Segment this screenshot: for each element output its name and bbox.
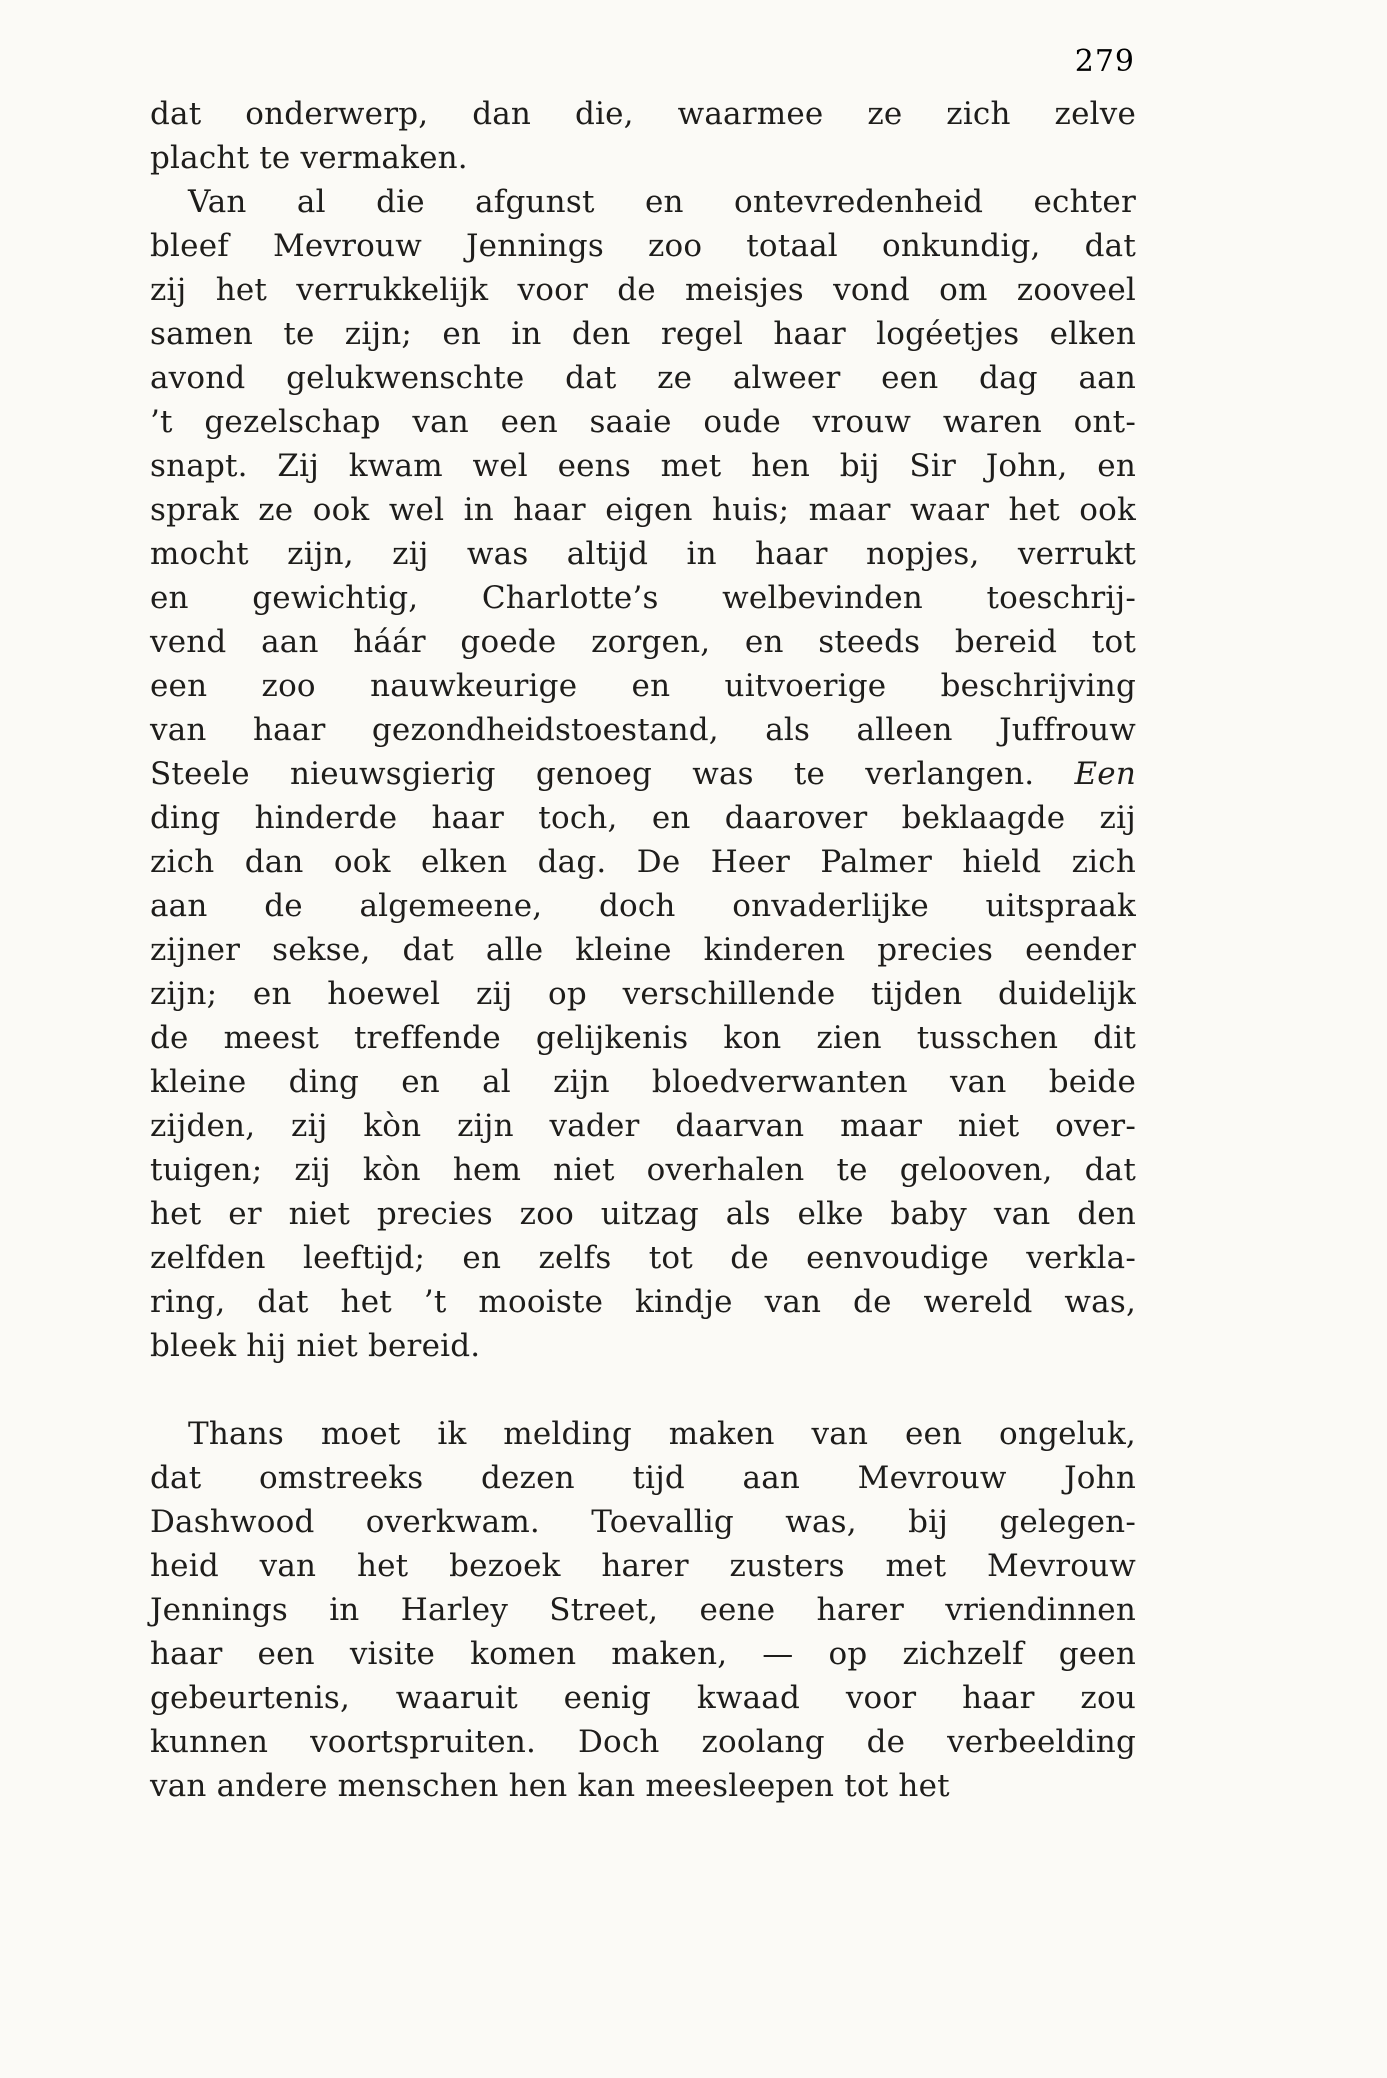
text-segment: ding hinderde haar toch, en daarover beklaagde zij xyxy=(150,800,1136,836)
text-segment: vend aan háár goede zorgen, en steeds bereid tot xyxy=(150,624,1136,660)
paragraph xyxy=(150,180,1136,1368)
text-line xyxy=(150,400,1136,444)
text-segment: van andere menschen hen kan meesleepen tot het xyxy=(150,1768,950,1804)
text-segment: haar een visite komen maken, — op zichzelf geen xyxy=(150,1636,1136,1672)
text-line xyxy=(150,708,1136,752)
text-line xyxy=(150,576,1136,620)
text-segment: gebeurtenis, waaruit eenig kwaad voor haar zou xyxy=(150,1680,1136,1716)
text-line xyxy=(150,488,1136,532)
text-segment: sprak ze ook wel in haar eigen huis; maar waar het ook xyxy=(150,492,1136,528)
text-line xyxy=(150,356,1136,400)
text-line xyxy=(150,1280,1136,1324)
text-line xyxy=(150,1544,1136,1588)
text-line xyxy=(150,1324,1136,1368)
text-segment: dat onderwerp, dan die, waarmee ze zich zelve xyxy=(150,96,1136,132)
text-segment: placht te vermaken. xyxy=(150,140,468,176)
text-segment: een zoo nauwkeurige en uitvoerige beschrijving xyxy=(150,668,1136,704)
text-line xyxy=(150,1060,1136,1104)
text-line xyxy=(150,928,1136,972)
text-segment: Thans moet ik melding maken van een ongeluk, xyxy=(188,1416,1136,1452)
text-line xyxy=(150,796,1136,840)
text-segment: Steele nieuwsgierig genoeg was te verlangen. xyxy=(150,756,1075,792)
paragraph xyxy=(150,1412,1136,1808)
text-line xyxy=(150,136,1136,180)
text-segment: Van al die afgunst en ontevredenheid echter xyxy=(188,184,1136,220)
text-line xyxy=(150,224,1136,268)
text-line xyxy=(150,1104,1136,1148)
text-line xyxy=(150,1676,1136,1720)
text-segment: tuigen; zij kòn hem niet overhalen te gelooven, dat xyxy=(150,1152,1136,1188)
text-line xyxy=(150,92,1136,136)
text-line xyxy=(150,884,1136,928)
text-segment: bleek hij niet bereid. xyxy=(150,1328,481,1364)
paragraph xyxy=(150,92,1136,180)
text-line xyxy=(150,268,1136,312)
text-segment: aan de algemeene, doch onvaderlijke uitspraak xyxy=(150,888,1136,924)
text-line xyxy=(150,312,1136,356)
text-line xyxy=(150,180,1136,224)
text-line xyxy=(150,1192,1136,1236)
text-segment: samen te zijn; en in den regel haar logéetjes elken xyxy=(150,316,1136,352)
text-line xyxy=(150,1588,1136,1632)
text-segment: en gewichtig, Charlotte’s welbevinden toeschrij- xyxy=(150,580,1136,616)
text-line xyxy=(150,1456,1136,1500)
text-segment: snapt. Zij kwam wel eens met hen bij Sir John, en xyxy=(150,448,1136,484)
text-segment: avond gelukwenschte dat ze alweer een dag aan xyxy=(150,360,1136,396)
text-line xyxy=(150,1148,1136,1192)
text-segment: bleef Mevrouw Jennings zoo totaal onkundig, dat xyxy=(150,228,1136,264)
text-line xyxy=(150,1764,1136,1808)
text-line xyxy=(150,532,1136,576)
text-line xyxy=(150,1720,1136,1764)
text-segment: de meest treffende gelijkenis kon zien tusschen dit xyxy=(150,1020,1136,1056)
text-block xyxy=(150,92,1136,1808)
text-line xyxy=(150,840,1136,884)
text-segment: heid van het bezoek harer zusters met Mevrouw xyxy=(150,1548,1136,1584)
text-segment: kunnen voortspruiten. Doch zoolang de verbeelding xyxy=(150,1724,1136,1760)
text-segment: kleine ding en al zijn bloedverwanten van beide xyxy=(150,1064,1136,1100)
text-segment: dat omstreeks dezen tijd aan Mevrouw John xyxy=(150,1460,1136,1496)
text-line xyxy=(150,972,1136,1016)
text-line xyxy=(150,1500,1136,1544)
text-segment: zijner sekse, dat alle kleine kinderen precies eender xyxy=(150,932,1136,968)
text-line xyxy=(150,1236,1136,1280)
text-line xyxy=(150,1412,1136,1456)
text-line xyxy=(150,664,1136,708)
text-line xyxy=(150,1016,1136,1060)
text-segment: zijn; en hoewel zij op verschillende tijden duidelijk xyxy=(150,976,1136,1012)
text-segment: mocht zijn, zij was altijd in haar nopjes, verrukt xyxy=(150,536,1136,572)
text-segment: zich dan ook elken dag. De Heer Palmer hield zich xyxy=(150,844,1136,880)
text-segment: ’t gezelschap van een saaie oude vrouw waren ont- xyxy=(150,404,1136,440)
text-segment: van haar gezondheidstoestand, als alleen Juffrouw xyxy=(150,712,1136,748)
text-line xyxy=(150,620,1136,664)
text-segment: zelfden leeftijd; en zelfs tot de eenvoudige verkla- xyxy=(150,1240,1136,1276)
text-line xyxy=(150,1632,1136,1676)
text-segment: het er niet precies zoo uitzag als elke baby van den xyxy=(150,1196,1136,1232)
text-segment: zijden, zij kòn zijn vader daarvan maar niet over- xyxy=(150,1108,1136,1144)
italic-text-segment: Een xyxy=(1074,756,1136,792)
text-segment: Jennings in Harley Street, eene harer vriendinnen xyxy=(150,1592,1136,1628)
text-line xyxy=(150,444,1136,488)
text-segment: ring, dat het ’t mooiste kindje van de wereld was, xyxy=(150,1284,1136,1320)
page-number: 279 xyxy=(1074,44,1135,79)
text-segment: zij het verrukkelijk voor de meisjes vond om zooveel xyxy=(150,272,1136,308)
text-segment: Dashwood overkwam. Toevallig was, bij gelegen- xyxy=(150,1504,1136,1540)
text-line xyxy=(150,752,1136,796)
